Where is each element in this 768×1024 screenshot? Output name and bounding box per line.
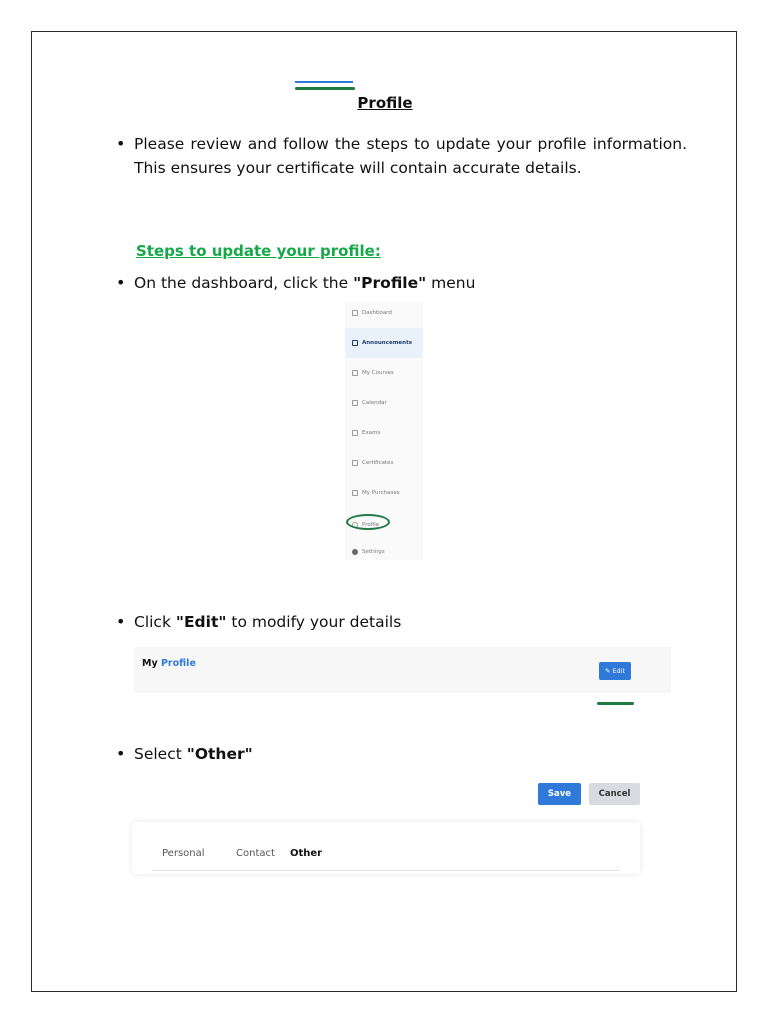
document-page (31, 31, 737, 992)
sidebar-item-exams[interactable]: Exams (345, 422, 423, 444)
home-icon (352, 310, 358, 316)
edit-button[interactable]: ✎ Edit (599, 662, 631, 680)
intro-text: Please review and follow the steps to update your profile information. This ensures your certificate will contain accurate details. (134, 135, 687, 177)
step3-bold: "Other" (186, 745, 253, 763)
edit-highlight-underline (597, 702, 634, 705)
tab-other-active-indicator (295, 81, 353, 83)
bullet-dot: • (116, 612, 126, 631)
sidebar-item-my-courses[interactable]: My Courses (345, 362, 423, 384)
steps-heading: Steps to update your profile: (136, 242, 381, 260)
sidebar-item-dashboard[interactable]: Dashboard (345, 302, 423, 324)
step2-bullet (116, 610, 401, 634)
step1-text (134, 271, 475, 295)
other-highlight-underline (295, 87, 355, 90)
sidebar-item-announcements[interactable]: Announcements (345, 328, 423, 358)
step2-suffix: to modify your details (226, 613, 402, 631)
certificate-icon (352, 460, 358, 466)
bullet-dot: • (116, 744, 126, 763)
intro-bullet (116, 132, 687, 180)
profile-highlight-circle (346, 514, 390, 530)
tab-personal[interactable]: Personal (162, 848, 205, 859)
sidebar-item-profile[interactable]: Profile (345, 514, 423, 536)
bullet-dot: • (116, 273, 126, 292)
cart-icon (352, 490, 358, 496)
sidebar-item-my-purchases[interactable]: My Purchases (345, 482, 423, 504)
save-button[interactable]: Save (538, 783, 581, 805)
step3-text (134, 742, 253, 766)
step1-bullet (116, 271, 475, 295)
my-profile-title: My Profile (142, 658, 196, 669)
step2-prefix: Click (134, 613, 176, 631)
step2-bold: "Edit" (175, 613, 227, 631)
step1-suffix: menu (426, 274, 476, 292)
step3-bullet (116, 742, 253, 766)
megaphone-icon (352, 340, 358, 346)
page-title: Profile (357, 94, 413, 112)
tab-contact[interactable]: Contact (236, 848, 275, 859)
step1-bold: "Profile" (353, 274, 427, 292)
sidebar-item-certificates[interactable]: Certificates (345, 452, 423, 474)
calendar-icon (352, 400, 358, 406)
gear-icon (352, 549, 358, 555)
bullet-dot: • (116, 134, 126, 153)
profile-tabs-card (132, 822, 640, 874)
tabs-divider (152, 870, 620, 871)
sidebar-item-settings[interactable]: Settings (345, 541, 423, 563)
book-icon (352, 370, 358, 376)
step1-prefix: On the dashboard, click the (134, 274, 354, 292)
cancel-button[interactable]: Cancel (589, 783, 640, 805)
tab-other[interactable]: Other (290, 848, 323, 859)
sidebar-item-calendar[interactable]: Calendar (345, 392, 423, 414)
my-profile-bar (134, 647, 671, 693)
exam-icon (352, 430, 358, 436)
step2-text (134, 610, 401, 634)
step3-prefix: Select (134, 745, 187, 763)
